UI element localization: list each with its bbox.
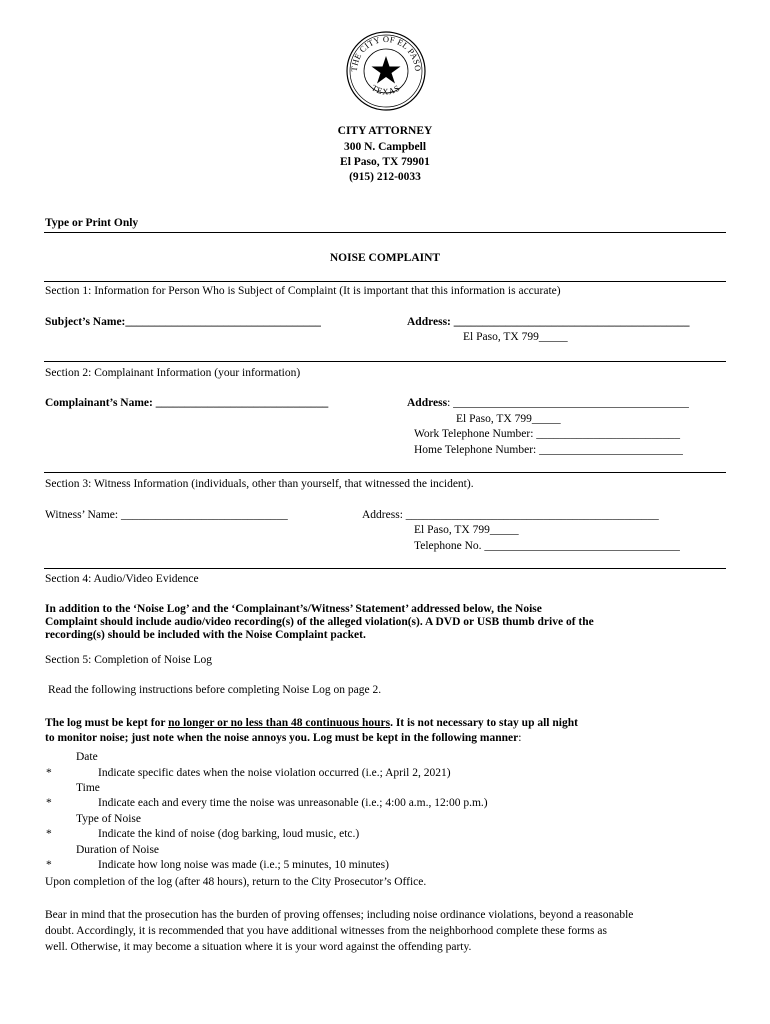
item-label-duration: Duration of Noise [76,844,160,856]
witness-name-field[interactable] [45,509,288,521]
form-title: NOISE COMPLAINT [329,252,441,264]
log-rule-emphasis: no longer or no less than 48 continuous hours [168,717,391,729]
section4-body-line: In addition to the ‘Noise Log’ and the ‘Complainant’s/Witness’ Statement’ addressed below, the Noise [45,603,542,615]
bullet: * [46,859,52,871]
bear-in-mind-line: well. Otherwise, it may become a situation where it is your word against the offending party. [45,941,472,953]
completion-note: Upon completion of the log (after 48 hours), return to the City Prosecutor’s Office. [45,876,427,888]
witness-name-blank: _____________________________ [118,509,288,521]
section1-heading: Section 1: Information for Person Who is Subject of Complaint (It is important that this information is accurate) [45,285,561,297]
witness-address-field[interactable] [362,509,659,521]
header-phone: (915) 212-0033 [349,171,421,183]
type-note: Type or Print Only [45,217,139,229]
complainant-name-label: Complainant’s Name: [45,397,153,409]
item-label-time: Time [76,782,100,794]
complainant-name-blank: ______________________________ [152,397,329,409]
subject-address-field[interactable] [407,316,690,328]
divider [44,232,726,233]
read-note: Read the following instructions before completing Noise Log on page 2. [48,684,382,696]
subject-name-blank: __________________________________ [125,316,321,328]
bullet: * [46,828,52,840]
subject-name-field[interactable] [45,316,321,328]
bear-in-mind-line: Bear in mind that the prosecution has the burden of proving offenses; including noise ordinance violations, beyond a reasonable [45,909,634,921]
work-phone-field[interactable]: Work Telephone Number: _________________________ [414,428,681,440]
seal-bottom-text: TEXAS [369,82,403,97]
witness-address-blank: ____________________________________________ [402,509,659,521]
divider [44,472,726,473]
complainant-city-field[interactable]: El Paso, TX 799_____ [456,413,561,425]
log-rule-text: The log must be kept for [45,717,169,729]
witness-name-label: Witness’ Name: [45,509,119,521]
section3-heading: Section 3: Witness Information (individuals, other than yourself, that witnessed the incident). [45,478,474,490]
bullet: * [46,797,52,809]
witness-phone-field[interactable]: Telephone No. __________________________________ [414,540,680,552]
subject-name-label: Subject’s Name: [45,316,126,328]
complainant-address-blank: : _________________________________________ [447,397,689,409]
divider [44,281,726,282]
subject-address-blank: _________________________________________ [450,316,690,328]
log-rule-text: to monitor noise; just note when the noise annoys you. Log must be kept in the following manner [45,732,519,744]
section2-heading: Section 2: Complainant Information (your information) [45,367,301,379]
item-label-date: Date [76,751,98,763]
item-text-duration: Indicate how long noise was made (i.e.; 5 minutes, 10 minutes) [98,859,389,871]
log-rule-line [45,731,725,746]
witness-address-label: Address: [362,509,403,521]
subject-city-field[interactable]: El Paso, TX 799_____ [463,331,568,343]
seal-top-text: THE CITY OF EL PASO [348,33,424,72]
section4-body-line: recording(s) should be included with the Noise Complaint packet. [45,629,366,641]
item-label-type: Type of Noise [76,813,141,825]
divider [44,361,726,362]
city-seal-logo [345,30,427,112]
section5-heading: Section 5: Completion of Noise Log [45,654,213,666]
bullet: * [46,767,52,779]
subject-address-label: Address: [407,316,451,328]
log-rule-text: . It is not necessary to stay up all night [390,717,578,729]
log-rule-line [45,716,725,731]
complainant-address-field[interactable] [407,397,689,409]
svg-text:TEXAS [370,82,402,96]
divider [44,568,726,569]
header-office: CITY ATTORNEY [337,125,433,137]
section4-body-line: Complaint should include audio/video recording(s) of the alleged violation(s). A DVD or USB thumb drive of the [45,616,594,628]
item-text-time: Indicate each and every time the noise was unreasonable (i.e.; 4:00 a.m., 12:00 p.m.) [98,797,488,809]
header-city: El Paso, TX 79901 [340,156,430,168]
item-text-type: Indicate the kind of noise (dog barking, loud music, etc.) [98,828,360,840]
witness-city-field[interactable]: El Paso, TX 799_____ [414,524,519,536]
bear-in-mind-line: doubt. Accordingly, it is recommended that you have additional witnesses from the neighborhood complete these forms as [45,925,607,937]
complainant-address-label: Address [407,397,448,409]
section4-heading: Section 4: Audio/Video Evidence [45,573,199,585]
item-text-date: Indicate specific dates when the noise violation occurred (i.e.; April 2, 2021) [98,767,451,779]
header-street: 300 N. Campbell [343,141,427,153]
home-phone-field[interactable]: Home Telephone Number: _________________________ [414,444,683,456]
star-icon [372,56,401,84]
complainant-name-field[interactable] [45,397,328,409]
log-rule-colon: : [518,732,522,744]
